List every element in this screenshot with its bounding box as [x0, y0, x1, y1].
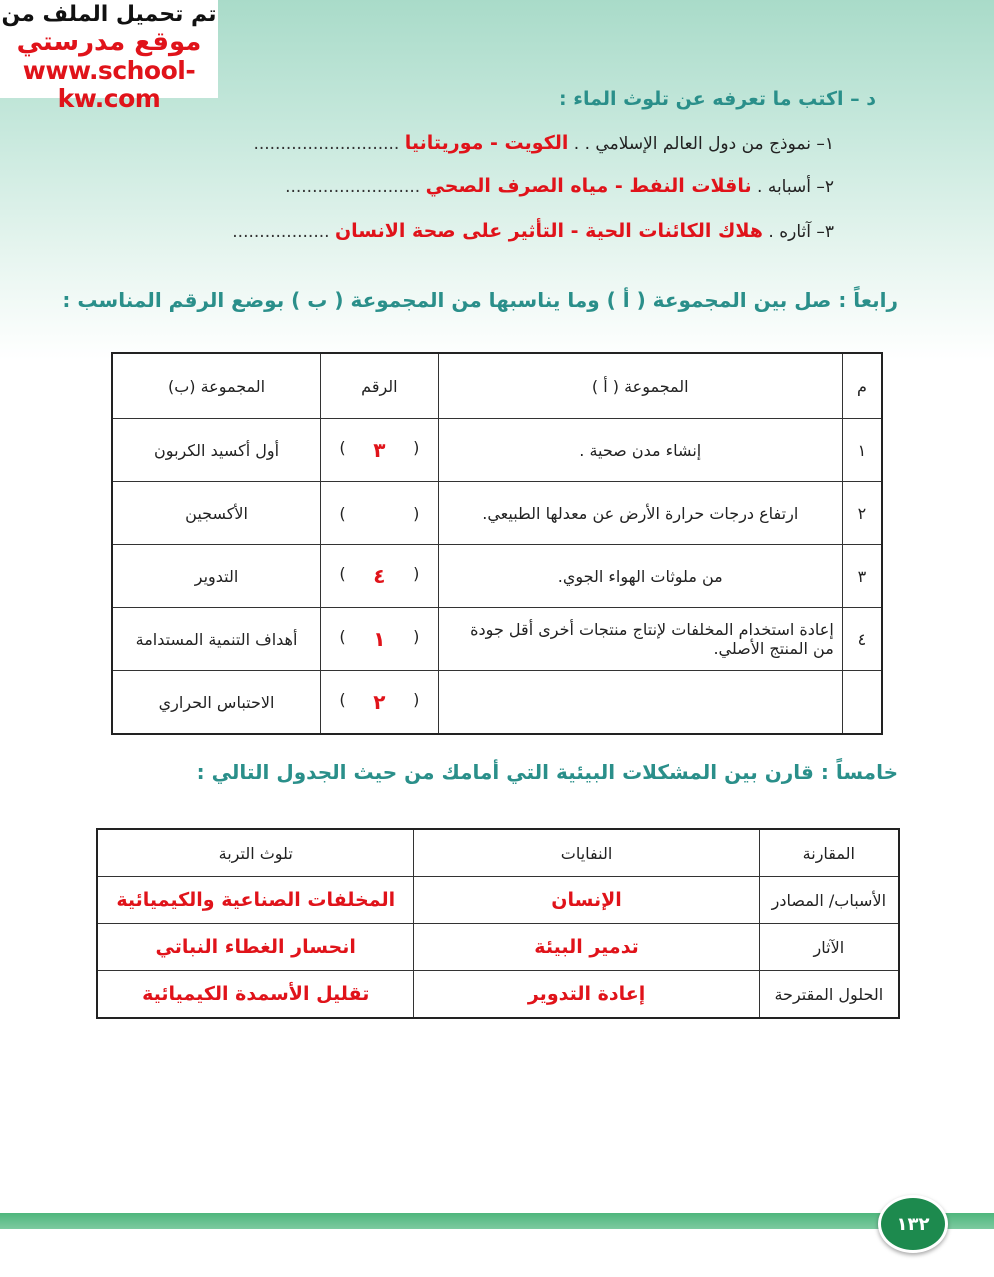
paren-close: ): [413, 438, 420, 457]
number-cell: [321, 545, 439, 608]
section-4-title: رابعاً : صل بين المجموعة ( أ ) وما يناسبها من المجموعة ( ب ) بوضع الرقم المناسب :: [62, 288, 898, 312]
paren-close: ): [413, 627, 420, 646]
item-prefix: ٣– آثاره .: [768, 222, 834, 242]
item-prefix: ١– نموذج من دول العالم الإسلامي . .: [573, 134, 834, 154]
comparison-key: الأسباب/ المصادر: [759, 877, 899, 924]
header-number: الرقم: [321, 353, 439, 419]
comparison-key: الحلول المقترحة: [759, 971, 899, 1019]
row-index: [842, 671, 882, 735]
header-comparison: المقارنة: [759, 829, 899, 877]
table-row: [112, 608, 882, 671]
table-row: [112, 482, 882, 545]
paren-close: ): [413, 503, 420, 523]
group-b-cell: التدوير: [112, 545, 321, 608]
item-answer: ناقلات النفط - مياه الصرف الصحي: [425, 175, 752, 197]
paren-close: ): [413, 690, 420, 709]
watermark-url: www.school-kw.com: [22, 56, 196, 113]
watermark-box: [0, 0, 218, 113]
group-a-cell: إعادة استخدام المخلفات لإنتاج منتجات أخرى أقل جودة من المنتج الأصلي.: [438, 608, 842, 671]
row-index: ٢: [842, 482, 882, 545]
matching-table: [111, 352, 883, 735]
table-row: [112, 419, 882, 482]
group-a-cell: إنشاء مدن صحية .: [438, 419, 842, 482]
group-a-cell: ارتفاع درجات حرارة الأرض عن معدلها الطبيعي.: [438, 482, 842, 545]
section-5-title: خامساً : قارن بين المشكلات البيئية التي أمامك من حيث الجدول التالي :: [196, 760, 898, 784]
watermark-line2: موقع مدرستي: [16, 27, 202, 57]
header-group-b: المجموعة (ب): [112, 353, 321, 419]
row-index: ٤: [842, 608, 882, 671]
header-waste: النفايات: [414, 829, 759, 877]
paren-open: (: [339, 503, 346, 523]
number-cell: [321, 608, 439, 671]
table-row: [97, 877, 899, 924]
waste-answer: الإنسان: [414, 877, 759, 924]
item-dots: ..................: [232, 222, 330, 242]
section-d-item-3: [232, 220, 834, 242]
waste-answer: تدمير البيئة: [414, 924, 759, 971]
group-b-cell: الأكسجين: [112, 482, 321, 545]
header-soil: تلوث التربة: [97, 829, 414, 877]
item-answer: هلاك الكائنات الحية - التأثير على صحة الانسان: [334, 220, 763, 242]
item-dots: ...........................: [253, 134, 400, 154]
group-b-cell: أهداف التنمية المستدامة: [112, 608, 321, 671]
group-b-cell: الاحتباس الحراري: [112, 671, 321, 735]
group-b-cell: أول أكسيد الكربون: [112, 419, 321, 482]
paren-open: (: [339, 564, 346, 583]
number-cell: [321, 671, 439, 735]
table-header-row: [97, 829, 899, 877]
footer-band: [0, 1213, 994, 1229]
comparison-table: [96, 828, 900, 1019]
header-m: م: [842, 353, 882, 419]
watermark-line1: تم تحميل الملف من: [1, 2, 217, 27]
item-answer: الكويت - موريتانيا: [404, 132, 569, 154]
soil-answer: المخلفات الصناعية والكيميائية: [97, 877, 414, 924]
section-d-item-1: [253, 132, 834, 154]
table-row: [97, 924, 899, 971]
group-a-cell: [438, 671, 842, 735]
paren-open: (: [339, 438, 346, 457]
row-index: ١: [842, 419, 882, 482]
paren-open: (: [339, 627, 346, 646]
soil-answer: تقليل الأسمدة الكيميائية: [97, 971, 414, 1019]
table-row: [112, 545, 882, 608]
waste-answer: إعادة التدوير: [414, 971, 759, 1019]
answer-number: ٣: [373, 438, 386, 462]
item-prefix: ٢– أسبابه .: [757, 177, 834, 197]
section-d-title: د – اكتب ما تعرفه عن تلوث الماء :: [559, 88, 876, 110]
table-header-row: [112, 353, 882, 419]
table-row: [97, 971, 899, 1019]
section-d-item-2: [285, 175, 834, 197]
number-cell: [321, 482, 439, 545]
answer-number: ٤: [373, 564, 386, 588]
paren-open: (: [339, 690, 346, 709]
answer-number: ١: [373, 627, 386, 651]
item-dots: .........................: [285, 177, 421, 197]
soil-answer: انحسار الغطاء النباتي: [97, 924, 414, 971]
page-number-badge: ١٣٢: [878, 1195, 948, 1253]
comparison-key: الآثار: [759, 924, 899, 971]
answer-number: ٢: [373, 690, 386, 714]
header-group-a: المجموعة ( أ ): [438, 353, 842, 419]
paren-close: ): [413, 564, 420, 583]
row-index: ٣: [842, 545, 882, 608]
number-cell: [321, 419, 439, 482]
group-a-cell: من ملوثات الهواء الجوي.: [438, 545, 842, 608]
table-row: [112, 671, 882, 735]
